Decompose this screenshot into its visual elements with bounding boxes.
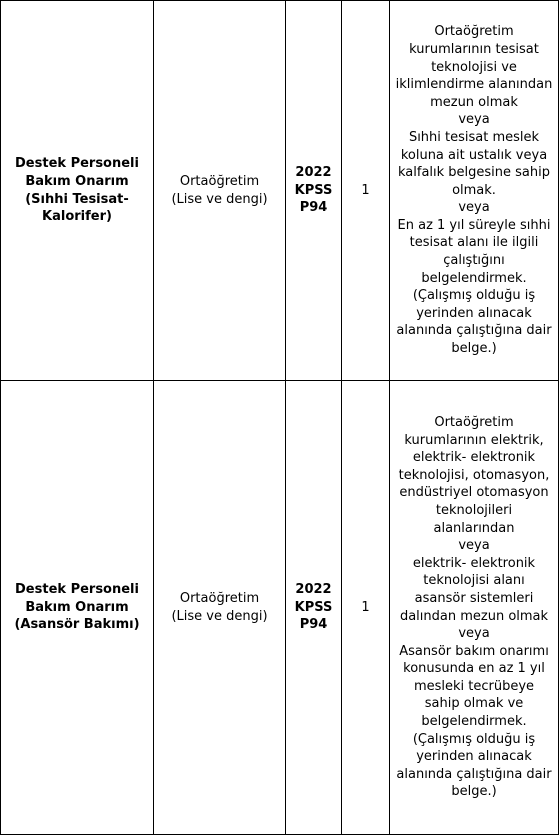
text-line: KPSS <box>294 599 333 615</box>
text-line: veya <box>458 200 490 216</box>
text-line: belge.) <box>451 784 497 800</box>
text-line: elektrik- elektronik <box>412 450 536 466</box>
requirements-cell <box>390 1 559 381</box>
text-line: belgelendirmek. <box>421 714 527 730</box>
text-line: iklimlendirme alanından <box>395 77 553 93</box>
text-line: belge.) <box>451 341 497 357</box>
text-line: asansör sistemleri <box>414 590 534 606</box>
text-line: sahip olmak ve <box>424 696 524 712</box>
position-title-cell <box>1 381 154 835</box>
text-line: teknolojisi, otomasyon, <box>398 467 550 483</box>
text-line: (Sıhhi Tesisat- <box>25 191 129 207</box>
text-line: mesleki tecrübeye <box>413 678 535 694</box>
text-line: elektrik- elektronik <box>412 555 536 571</box>
text-line: Destek Personeli <box>15 582 139 598</box>
text-line: dalından mezun olmak <box>399 608 549 624</box>
text-line: Sıhhi tesisat meslek <box>408 129 540 145</box>
text-line: endüstriyel otomasyon <box>399 485 549 501</box>
text-line: Asansör bakım onarımı <box>399 643 549 659</box>
text-line: alanında çalıştığına dair <box>396 323 552 339</box>
text-line: Ortaöğretim <box>434 414 514 430</box>
text-line: yerinden alınacak <box>416 749 532 765</box>
text-line: alanlarından <box>433 520 515 536</box>
text-line: Ortaöğretim <box>434 24 514 40</box>
text-line: KPSS <box>294 182 333 198</box>
text-line: çalıştığını <box>443 253 505 269</box>
text-line: teknolojisi ve <box>431 59 517 75</box>
text-line: 2022 <box>295 165 332 181</box>
text-line: belgelendirmek. <box>421 270 527 286</box>
text-line: (Asansör Bakımı) <box>14 617 140 633</box>
text-line: Kalorifer) <box>42 209 112 225</box>
text-line: yerinden alınacak <box>416 305 532 321</box>
education-level-cell <box>154 381 286 835</box>
text-line: P94 <box>299 617 328 633</box>
text-line: (Çalışmış olduğu iş <box>412 731 536 747</box>
text-line: tesisat alanı ile ilgili <box>409 235 539 251</box>
exam-type-cell <box>286 1 342 381</box>
text-line: veya <box>458 112 490 128</box>
text-line: Bakım Onarım <box>25 173 129 189</box>
requirements-cell <box>390 381 559 835</box>
text-line: veya <box>458 626 490 642</box>
table-row <box>1 381 559 835</box>
table-row <box>1 1 559 381</box>
text-line: (Çalışmış olduğu iş <box>412 288 536 304</box>
text-line: alanında çalıştığına dair <box>396 766 552 782</box>
text-line: koluna ait ustalık veya <box>400 147 548 163</box>
text-line: mezun olmak <box>430 94 518 110</box>
exam-type-cell <box>286 381 342 835</box>
text-line: olmak. <box>452 182 496 198</box>
text-line: Bakım Onarım <box>25 599 129 615</box>
text-line: kurumlarının tesisat <box>409 41 539 57</box>
text-line: kalfalık belgesine sahip <box>397 165 550 181</box>
text-line: teknolojileri <box>435 502 513 518</box>
text-line: P94 <box>299 200 328 216</box>
text-line: Ortaöğretim <box>179 590 260 606</box>
text-line: konusunda en az 1 yıl <box>403 661 545 677</box>
text-line: veya <box>458 538 490 554</box>
text-line: Destek Personeli <box>15 156 139 172</box>
text-line: (Lise ve dengi) <box>171 608 268 624</box>
education-level-cell <box>154 1 286 381</box>
text-line: (Lise ve dengi) <box>171 191 268 207</box>
text-line: Ortaöğretim <box>179 173 260 189</box>
position-count-cell: 1 <box>342 1 390 381</box>
position-count-cell: 1 <box>342 381 390 835</box>
text-line: 2022 <box>295 582 332 598</box>
text-line: teknolojisi alanı <box>423 573 525 589</box>
text-line: kurumlarının elektrik, <box>404 432 544 448</box>
position-title-cell <box>1 1 154 381</box>
text-line: En az 1 yıl süreyle sıhhi <box>397 217 551 233</box>
